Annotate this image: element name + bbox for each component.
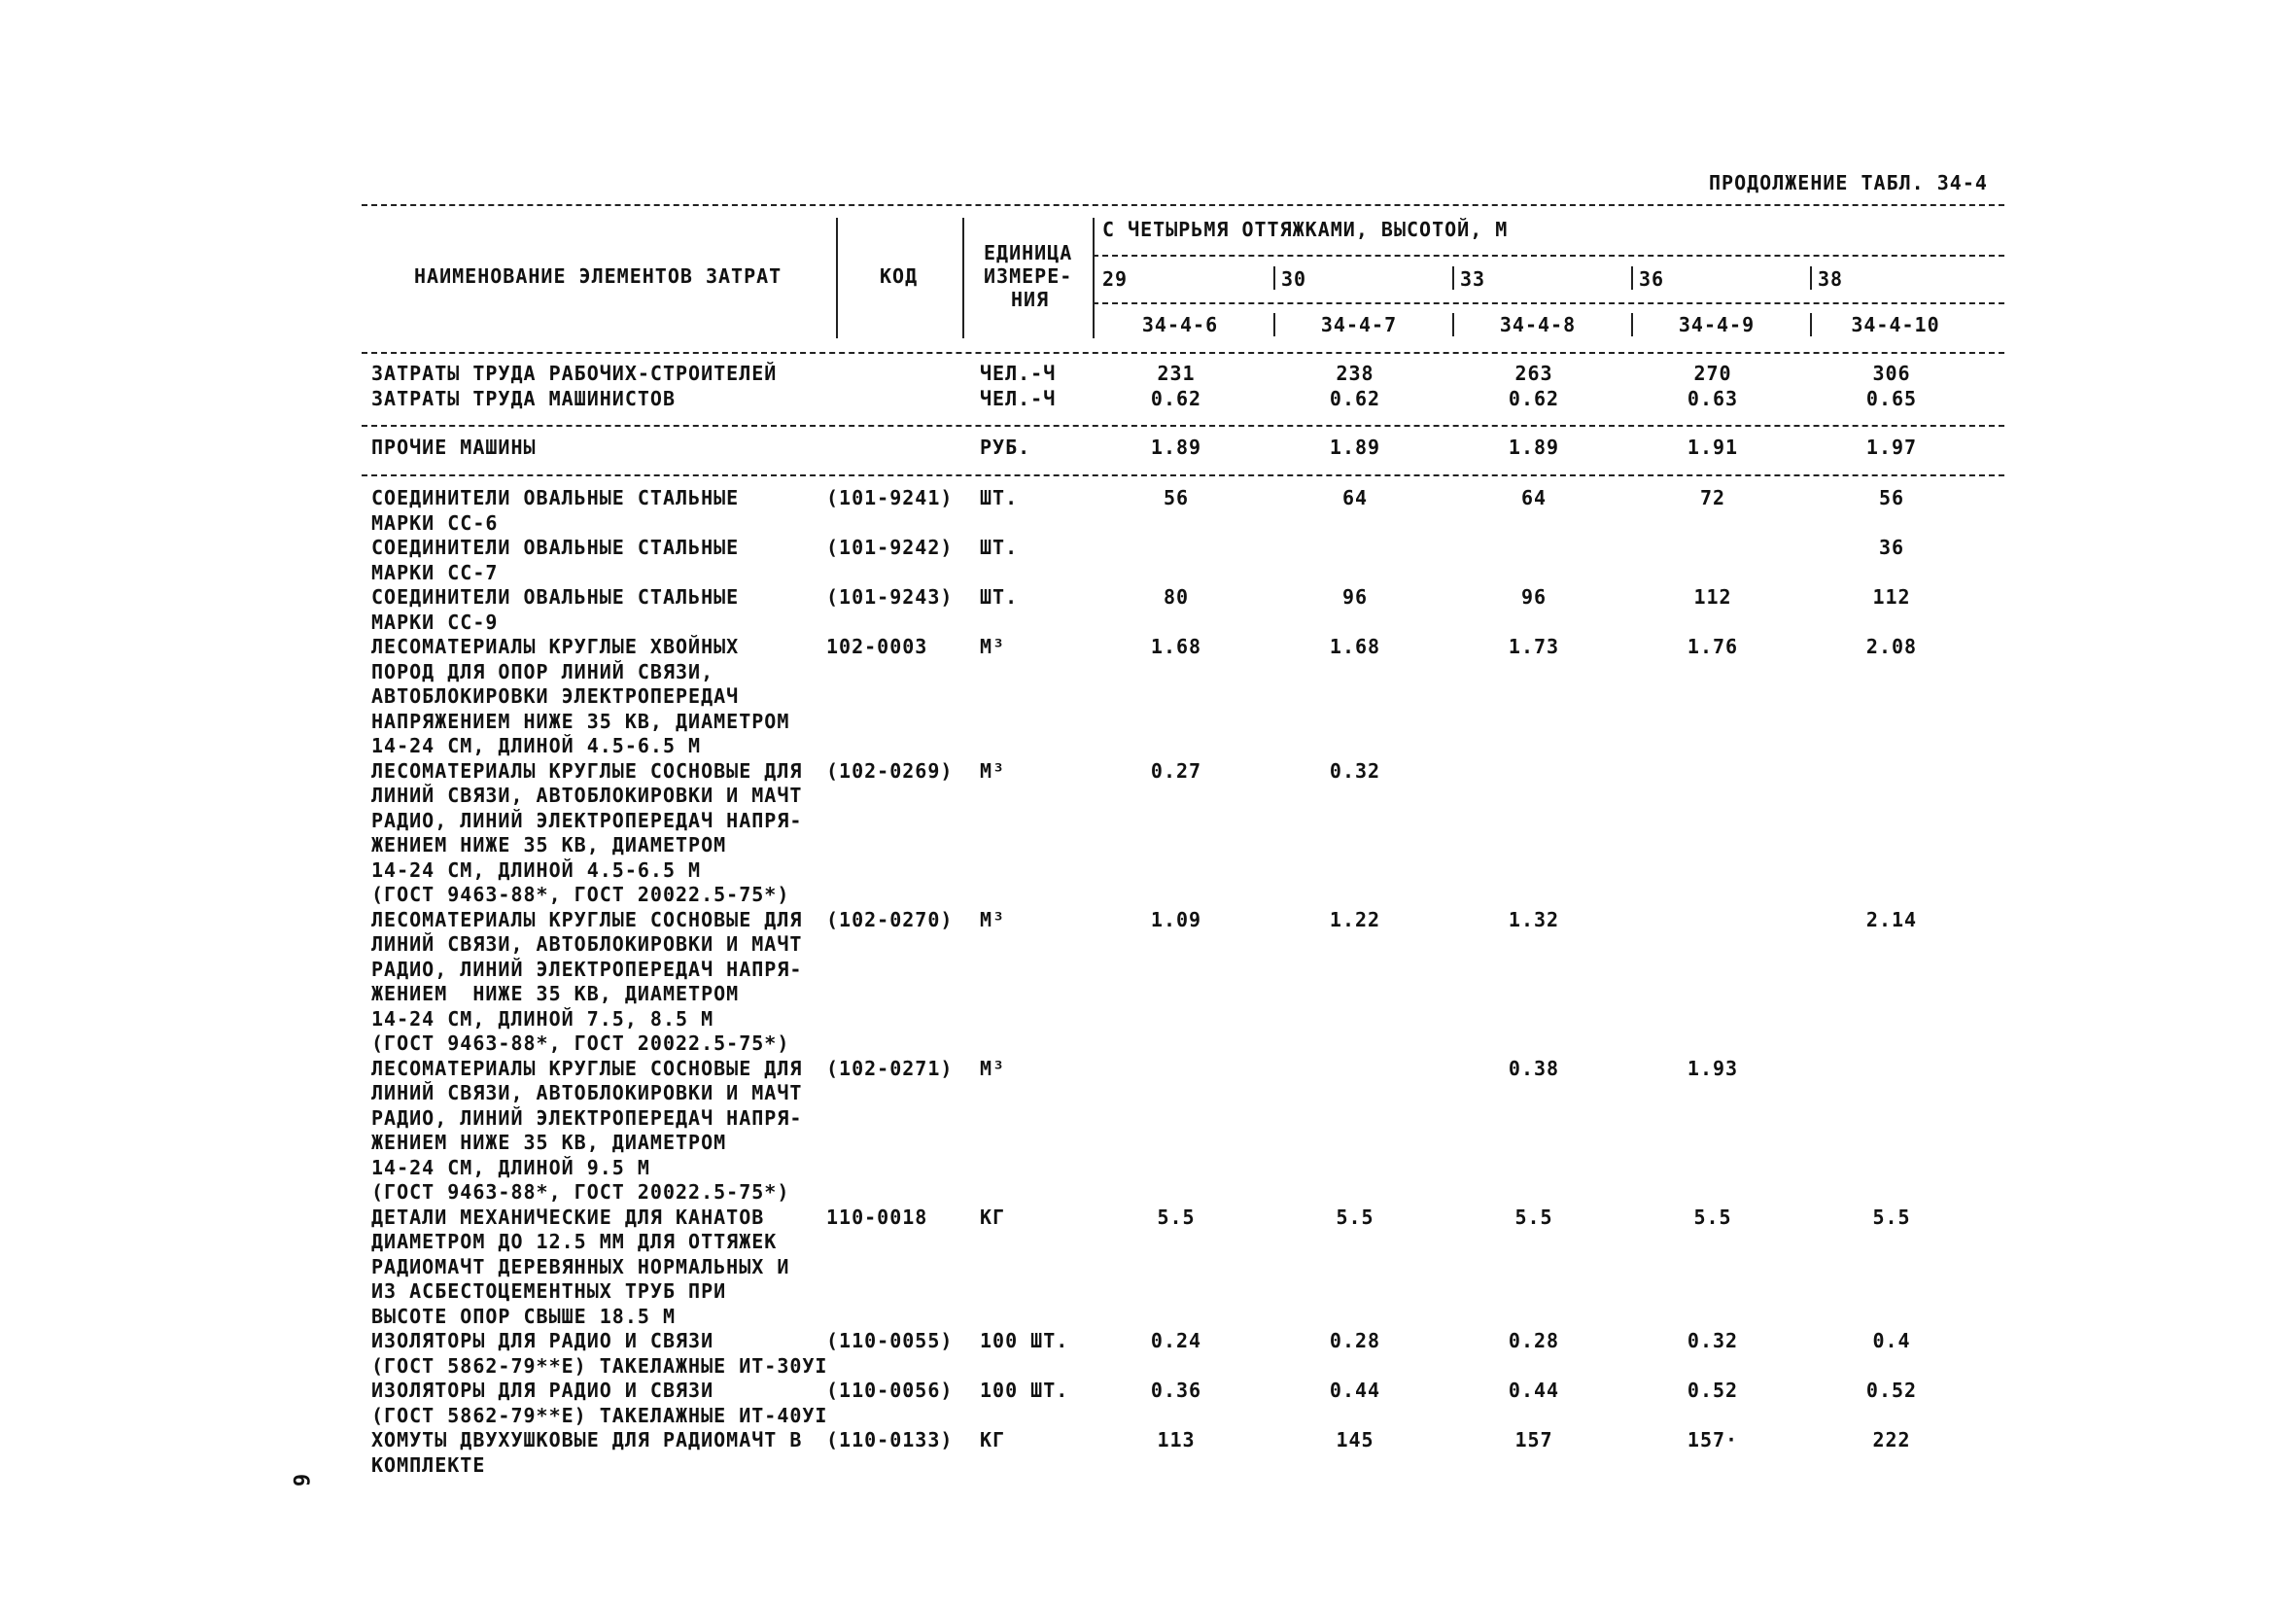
row-unit: РУБ. [980,436,1031,459]
value-cell: 0.36 [1150,1379,1202,1402]
value-cell: 1.68 [1150,635,1202,658]
value-cell: 1.73 [1508,635,1560,658]
value-cell: 0.28 [1329,1329,1381,1352]
row-code: (101-9243) [826,585,954,609]
rule-group [1093,255,2004,257]
value-cell: 238 [1336,362,1374,385]
row-name-line: ИЗОЛЯТОРЫ ДЛЯ РАДИО И СВЯЗИ [371,1329,714,1352]
row-code: (110-0056) [826,1379,954,1402]
row-name-line: ВЫСОТЕ ОПОР СВЫШЕ 18.5 М [371,1304,676,1328]
value-cell: 306 [1872,362,1911,385]
value-cell: 1.32 [1508,907,1560,931]
value-cell: 0.38 [1508,1056,1560,1080]
value-cell: 36 [1878,536,1905,559]
row-name-line: 14-24 СМ, ДЛИНОЙ 4.5-6.5 М [371,857,702,882]
page-number: 6 [288,1473,313,1487]
row-name-line: ХОМУТЫ ДВУХУШКОВЫЕ ДЛЯ РАДИОМАЧТ В [371,1428,803,1451]
value-cell: 5.5 [1157,1205,1196,1229]
row-name-line: АВТОБЛОКИРОВКИ ЭЛЕКТРОПЕРЕДАЧ [371,684,740,708]
row-name-line: (ГОСТ 5862-79**Е) ТАКЕЛАЖНЫЕ ИТ-30УI [371,1353,828,1378]
value-cell: 231 [1157,362,1196,385]
code-divider-3 [1452,313,1454,336]
row-name-line: ПОРОД ДЛЯ ОПОР ЛИНИЙ СВЯЗИ, [371,659,714,683]
value-cell: 56 [1163,486,1190,509]
value-cell: 0.62 [1150,386,1202,410]
row-name-line: МАРКИ СС-9 [371,610,499,634]
row-name-line: ЛЕСОМАТЕРИАЛЫ КРУГЛЫЕ ХВОЙНЫХ [371,635,740,658]
header-unit-3: НИЯ [1011,288,1050,311]
header-code: КОД [880,264,919,288]
value-cell: 112 [1872,585,1911,609]
row-code: 102-0003 [826,635,928,658]
value-cell: 5.5 [1693,1205,1732,1229]
header-group: С ЧЕТЫРЬМЯ ОТТЯЖКАМИ, ВЫСОТОЙ, М [1102,218,1509,241]
header-name: НАИМЕНОВАНИЕ ЭЛЕМЕНТОВ ЗАТРАТ [414,264,783,288]
row-unit: М³ [980,635,1006,658]
rule-after-machines [362,474,2004,476]
header-height-5: 38 [1818,267,1844,291]
header-height-2: 30 [1281,267,1307,291]
row-unit: ШТ. [980,585,1019,609]
row-name-line: РАДИО, ЛИНИЙ ЭЛЕКТРОПЕРЕДАЧ НАПРЯ- [371,957,803,981]
row-name-line: ЖЕНИЕМ НИЖЕ 35 КВ, ДИАМЕТРОМ [371,982,740,1005]
row-name-line: (ГОСТ 9463-88*, ГОСТ 20022.5-75*) [371,1031,790,1055]
height-divider-3 [1452,266,1454,290]
value-cell: 0.63 [1687,386,1739,410]
value-cell: 0.52 [1687,1379,1739,1402]
header-height-4: 36 [1639,267,1665,291]
value-cell: 56 [1878,486,1905,509]
header-code-3: 34-4-8 [1499,313,1577,336]
value-cell: 0.62 [1508,386,1560,410]
value-cell: 2.14 [1865,907,1918,931]
row-name-line: РАДИО, ЛИНИЙ ЭЛЕКТРОПЕРЕДАЧ НАПРЯ- [371,808,803,832]
value-cell: 157 [1514,1428,1553,1451]
value-cell: 64 [1520,486,1548,509]
row-name-line: МАРКИ СС-7 [371,560,499,584]
height-divider-5 [1810,266,1812,290]
row-name-line: СОЕДИНИТЕЛИ ОВАЛЬНЫЕ СТАЛЬНЫЕ [371,486,740,509]
header-code-4: 34-4-9 [1678,313,1756,336]
value-cell: 0.62 [1329,386,1381,410]
value-cell: 2.08 [1865,635,1918,658]
row-name: ПРОЧИЕ МАШИНЫ [371,436,537,459]
rule-heights [1093,302,2004,304]
row-name-line: РАДИО, ЛИНИЙ ЭЛЕКТРОПЕРЕДАЧ НАПРЯ- [371,1105,803,1130]
value-cell: 5.5 [1336,1205,1374,1229]
row-name-line: ИЗ АСБЕСТОЦЕМЕНТНЫХ ТРУБ ПРИ [371,1279,727,1303]
row-name-line: ЖЕНИЕМ НИЖЕ 35 КВ, ДИАМЕТРОМ [371,1131,727,1154]
header-code-2: 34-4-7 [1320,313,1398,336]
value-cell: 1.89 [1329,436,1381,459]
value-cell: 1.76 [1687,635,1739,658]
row-name-line: ЛЕСОМАТЕРИАЛЫ КРУГЛЫЕ СОСНОВЫЕ ДЛЯ [371,758,803,783]
value-cell: 145 [1336,1428,1374,1451]
row-unit: 100 ШТ. [980,1329,1069,1352]
header-unit-2: ИЗМЕРЕ- [984,264,1073,288]
row-name-line: 14-24 СМ, ДЛИНОЙ 9.5 М [371,1155,650,1179]
code-divider-2 [1273,313,1275,336]
value-cell: 0.52 [1865,1379,1918,1402]
value-cell: 1.91 [1687,436,1739,459]
value-cell: 0.32 [1687,1329,1739,1352]
header-unit-1: ЕДИНИЦА [984,241,1073,264]
row-name-line: ИЗОЛЯТОРЫ ДЛЯ РАДИО И СВЯЗИ [371,1379,714,1402]
table-caption: ПРОДОЛЖЕНИЕ ТАБЛ. 34-4 [1709,171,1988,194]
row-name-line: РАДИОМАЧТ ДЕРЕВЯННЫХ НОРМАЛЬНЫХ И [371,1254,790,1278]
rule-top [362,204,2004,206]
code-divider-4 [1631,313,1633,336]
row-name-line: (ГОСТ 5862-79**Е) ТАКЕЛАЖНЫЕ ИТ-40УI [371,1403,828,1427]
row-name-line: 14-24 СМ, ДЛИНОЙ 4.5-6.5 М [371,734,702,757]
row-name-line: СОЕДИНИТЕЛИ ОВАЛЬНЫЕ СТАЛЬНЫЕ [371,585,740,609]
row-name-line: НАПРЯЖЕНИЕМ НИЖЕ 35 КВ, ДИАМЕТРОМ [371,709,790,733]
row-name-line: МАРКИ СС-6 [371,510,499,535]
row-code: (110-0133) [826,1428,954,1451]
value-cell: 0.4 [1872,1329,1911,1352]
value-cell: 0.32 [1329,758,1381,783]
code-divider-5 [1810,313,1812,336]
row-unit: КГ [980,1205,1006,1229]
value-cell: 0.44 [1329,1379,1381,1402]
row-name-line: КОМПЛЕКТЕ [371,1452,486,1477]
value-cell: 1.97 [1865,436,1918,459]
header-height-3: 33 [1460,267,1486,291]
header-divider-code [962,218,964,338]
row-name-line: СОЕДИНИТЕЛИ ОВАЛЬНЫЕ СТАЛЬНЫЕ [371,536,740,559]
row-name-line: ДИАМЕТРОМ ДО 12.5 ММ ДЛЯ ОТТЯЖЕК [371,1230,778,1253]
row-code: (101-9241) [826,486,954,509]
row-name-line: ЛЕСОМАТЕРИАЛЫ КРУГЛЫЕ СОСНОВЫЕ ДЛЯ [371,1056,803,1080]
value-cell: 96 [1520,585,1548,609]
row-code: (110-0055) [826,1329,954,1352]
row-name: ЗАТРАТЫ ТРУДА РАБОЧИХ-СТРОИТЕЛЕЙ [371,362,778,385]
value-cell: 0.65 [1865,386,1918,410]
header-divider-name [836,218,838,338]
height-divider-2 [1273,266,1275,290]
row-name-line: ДЕТАЛИ МЕХАНИЧЕСКИЕ ДЛЯ КАНАТОВ [371,1205,765,1229]
value-cell: 1.89 [1508,436,1560,459]
value-cell: 263 [1514,362,1553,385]
value-cell: 270 [1693,362,1732,385]
row-code: (102-0269) [826,758,954,783]
rule-header-bottom [362,352,2004,354]
value-cell: 5.5 [1514,1205,1553,1229]
value-cell: 1.09 [1150,907,1202,931]
row-name-line: (ГОСТ 9463-88*, ГОСТ 20022.5-75*) [371,883,790,906]
row-name-line: (ГОСТ 9463-88*, ГОСТ 20022.5-75*) [371,1180,790,1204]
value-cell: 0.44 [1508,1379,1560,1402]
row-code: (101-9242) [826,536,954,559]
value-cell: 64 [1341,486,1369,509]
row-name-line: ЛИНИЙ СВЯЗИ, АВТОБЛОКИРОВКИ И МАЧТ [371,932,803,956]
rule-after-labor [362,425,2004,427]
height-divider-4 [1631,266,1633,290]
row-name: ЗАТРАТЫ ТРУДА МАШИНИСТОВ [371,386,676,410]
value-cell: 0.24 [1150,1329,1202,1352]
row-unit: КГ [980,1428,1006,1451]
row-unit: ШТ. [980,536,1019,559]
row-unit: ШТ. [980,486,1019,509]
header-height-1: 29 [1102,267,1129,291]
row-unit: 100 ШТ. [980,1379,1069,1402]
header-divider-unit [1093,218,1095,338]
row-unit: М³ [980,1056,1006,1080]
value-cell: 113 [1157,1428,1196,1451]
header-code-5: 34-4-10 [1851,313,1940,336]
row-code: 110-0018 [826,1205,928,1229]
row-unit: М³ [980,907,1006,931]
value-cell: 157· [1687,1428,1739,1451]
value-cell: 96 [1341,585,1369,609]
row-name-line: ЛИНИЙ СВЯЗИ, АВТОБЛОКИРОВКИ И МАЧТ [371,784,803,807]
row-name-line: ЖЕНИЕМ НИЖЕ 35 КВ, ДИАМЕТРОМ [371,833,727,856]
value-cell: 0.28 [1508,1329,1560,1352]
value-cell: 0.27 [1150,758,1202,783]
row-name-line: ЛИНИЙ СВЯЗИ, АВТОБЛОКИРОВКИ И МАЧТ [371,1081,803,1104]
value-cell: 112 [1693,585,1732,609]
row-unit: ЧЕЛ.-Ч [980,362,1057,385]
value-cell: 80 [1163,585,1190,609]
value-cell: 222 [1872,1428,1911,1451]
row-unit: М³ [980,758,1006,783]
value-cell: 1.89 [1150,436,1202,459]
value-cell: 5.5 [1872,1205,1911,1229]
row-code: (102-0270) [826,907,954,931]
row-name-line: ЛЕСОМАТЕРИАЛЫ КРУГЛЫЕ СОСНОВЫЕ ДЛЯ [371,907,803,931]
value-cell: 1.93 [1687,1056,1739,1080]
header-code-1: 34-4-6 [1141,313,1219,336]
row-name-line: 14-24 СМ, ДЛИНОЙ 7.5, 8.5 М [371,1006,714,1031]
row-unit: ЧЕЛ.-Ч [980,386,1057,410]
value-cell: 1.68 [1329,635,1381,658]
value-cell: 1.22 [1329,907,1381,931]
row-code: (102-0271) [826,1056,954,1080]
value-cell: 72 [1699,486,1726,509]
